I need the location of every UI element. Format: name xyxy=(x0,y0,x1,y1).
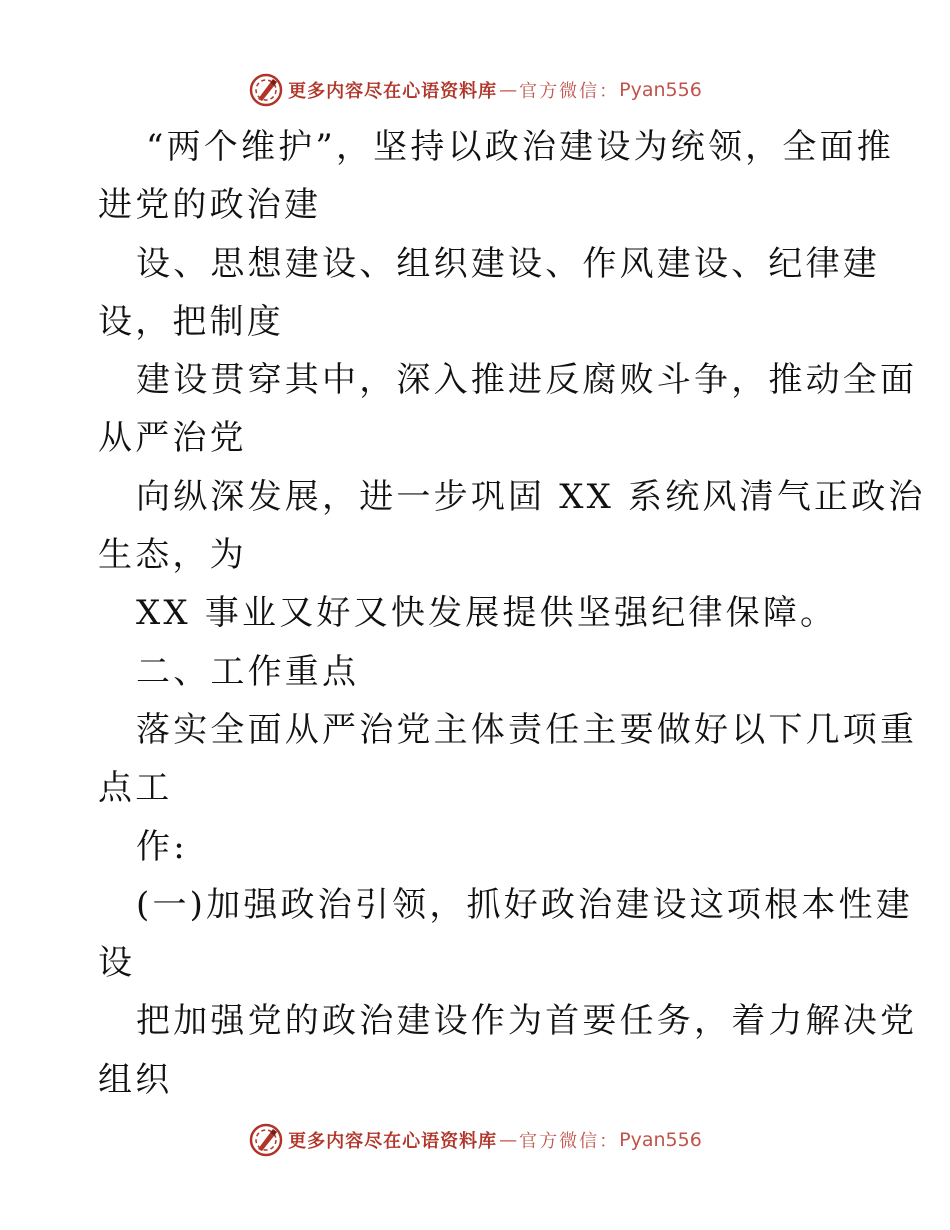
body-line: 设 xyxy=(98,943,136,984)
header-watermark xyxy=(0,70,950,110)
body-line: 向纵深发展，进一步巩固 XX 系统风清气正政治 xyxy=(136,476,926,517)
body-line: 进党的政治建 xyxy=(98,185,322,226)
separator: — xyxy=(499,79,518,101)
body-line: 组织 xyxy=(98,1059,173,1100)
wechat-label: 官方微信： xyxy=(519,1131,620,1152)
wechat-label: 官方微信： xyxy=(519,81,620,102)
promo-text: 更多内容尽在心语资料库 xyxy=(288,81,498,102)
pen-nib-logo-icon xyxy=(248,72,284,108)
body-line: 点工 xyxy=(98,768,173,809)
body-line: 设，把制度 xyxy=(98,301,284,342)
body-line: “两个维护”，坚持以政治建设为统领，全面推 xyxy=(146,127,894,167)
body-line: 把加强党的政治建设作为首要任务，着力解决党 xyxy=(136,1001,918,1042)
footer-watermark xyxy=(0,1120,950,1160)
body-line: 生态，为 xyxy=(98,535,247,576)
pen-nib-logo-icon xyxy=(248,1122,284,1158)
body-line: 建设贯穿其中，深入推进反腐败斗争，推动全面 xyxy=(136,360,918,401)
body-line: 作: xyxy=(136,826,188,867)
body-line: 落实全面从严治党主体责任主要做好以下几项重 xyxy=(136,709,918,750)
subsection-heading: (一)加强政治引领，抓好政治建设这项根本性建 xyxy=(136,884,913,925)
document-body xyxy=(98,118,926,1109)
wechat-id: Pyan556 xyxy=(619,79,702,101)
wechat-id: Pyan556 xyxy=(619,1129,702,1151)
body-line: XX 事业又好又快发展提供坚强纪律保障。 xyxy=(136,593,838,634)
promo-text: 更多内容尽在心语资料库 xyxy=(288,1131,498,1152)
body-line: 从严治党 xyxy=(98,418,247,459)
section-heading: 二、工作重点 xyxy=(136,651,360,692)
body-line: 设、思想建设、组织建设、作风建设、纪律建 xyxy=(136,243,880,284)
separator: — xyxy=(499,1129,518,1151)
